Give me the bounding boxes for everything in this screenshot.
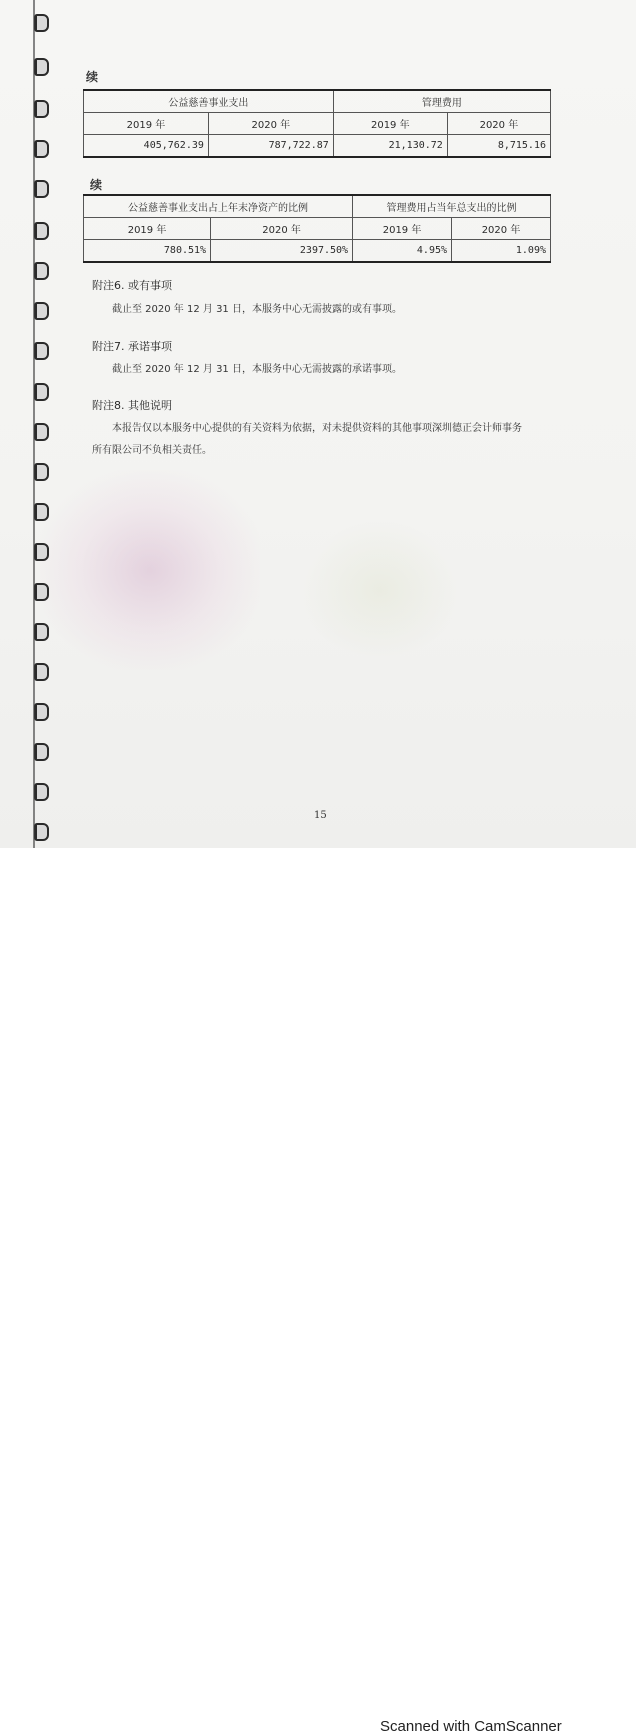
page-edge-shadow (33, 0, 35, 848)
binding-ring (34, 463, 49, 481)
binding-ring (34, 703, 49, 721)
note8-text-line2: 所有限公司不负相关责任。 (92, 445, 212, 456)
header-admin-expense: 管理费用 (333, 90, 550, 113)
binding-ring (34, 423, 49, 441)
binding-ring (34, 623, 49, 641)
year-cell: 2019 年 (353, 218, 452, 240)
scan-footer (0, 848, 636, 1735)
header-admin-ratio: 管理费用占当年总支出的比例 (353, 195, 551, 218)
value-cell: 405,762.39 (84, 135, 209, 158)
year-cell: 2019 年 (84, 218, 211, 240)
value-cell: 1.09% (452, 240, 551, 263)
year-cell: 2020 年 (452, 218, 551, 240)
binding-ring (34, 583, 49, 601)
binding-ring (34, 222, 49, 240)
expense-table (83, 89, 551, 158)
note7-text: 截止至 2020 年 12 月 31 日，本服务中心无需披露的承诺事项。 (112, 364, 402, 375)
note6-text: 截止至 2020 年 12 月 31 日，本服务中心无需披露的或有事项。 (112, 304, 402, 315)
spiral-binding (28, 0, 52, 848)
value-cell: 787,722.87 (208, 135, 333, 158)
binding-ring (34, 14, 49, 32)
year-cell: 2019 年 (84, 113, 209, 135)
binding-ring (34, 543, 49, 561)
value-cell: 780.51% (84, 240, 211, 263)
scan-smudge (300, 520, 460, 660)
header-charity-ratio: 公益慈善事业支出占上年末净资产的比例 (84, 195, 353, 218)
ratio-table (83, 194, 551, 263)
binding-ring (34, 383, 49, 401)
note6-title: 附注6. 或有事项 (92, 279, 172, 292)
camscanner-watermark: Scanned with CamScanner (380, 1718, 562, 1735)
binding-ring (34, 743, 49, 761)
header-charity-expense: 公益慈善事业支出 (84, 90, 334, 113)
binding-ring (34, 823, 49, 841)
document-page (0, 0, 636, 848)
value-cell: 2397.50% (211, 240, 353, 263)
binding-ring (34, 140, 49, 158)
binding-ring (34, 663, 49, 681)
scan-smudge (40, 470, 260, 670)
value-cell: 21,130.72 (333, 135, 447, 158)
year-cell: 2019 年 (333, 113, 447, 135)
binding-ring (34, 262, 49, 280)
note7-title: 附注7. 承诺事项 (92, 340, 172, 353)
binding-ring (34, 783, 49, 801)
note8-text-line1: 本报告仅以本服务中心提供的有关资料为依据，对未提供资料的其他事项深圳德正会计师事务 (112, 423, 522, 434)
binding-ring (34, 302, 49, 320)
note8-title: 附注8. 其他说明 (92, 399, 172, 412)
binding-ring (34, 503, 49, 521)
value-cell: 4.95% (353, 240, 452, 263)
year-cell: 2020 年 (208, 113, 333, 135)
binding-ring (34, 100, 49, 118)
value-cell: 8,715.16 (447, 135, 550, 158)
year-cell: 2020 年 (447, 113, 550, 135)
year-cell: 2020 年 (211, 218, 353, 240)
binding-ring (34, 58, 49, 76)
continued-label: 续 (86, 70, 99, 84)
binding-ring (34, 180, 49, 198)
continued-label: 续 (90, 178, 103, 192)
page-number: 15 (314, 810, 327, 821)
binding-ring (34, 342, 49, 360)
